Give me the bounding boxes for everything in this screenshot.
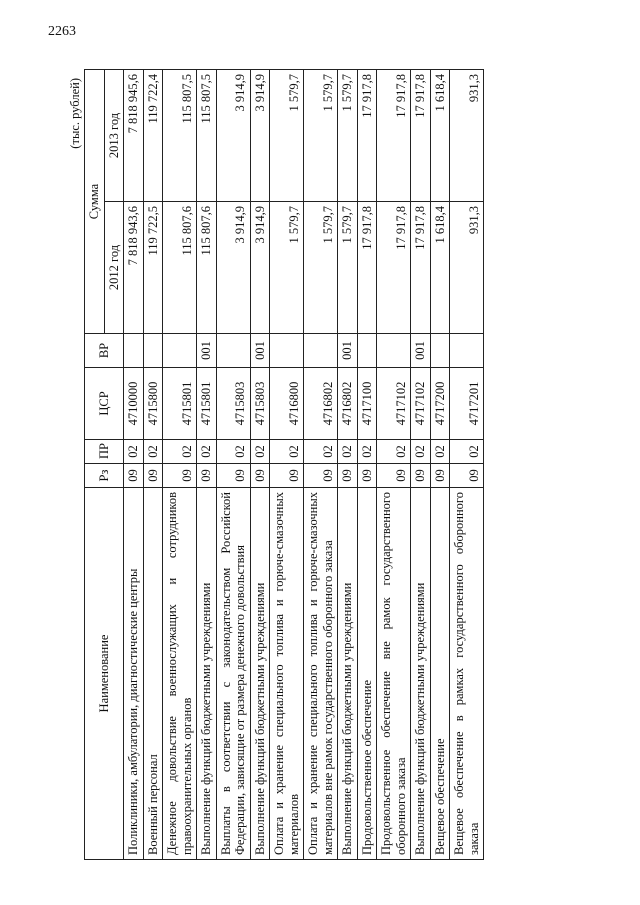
page-number: 2263 [48, 24, 76, 39]
header-rz: Рз [85, 464, 124, 488]
header-2013: 2013 год [104, 70, 124, 202]
cell-rz: 09 [430, 464, 450, 488]
header-row [85, 70, 105, 860]
cell-csr: 4717201 [450, 368, 484, 440]
cell-rz: 09 [304, 464, 338, 488]
cell-pr: 02 [124, 440, 144, 464]
cell-vr [357, 334, 377, 368]
cell-csr: 4717102 [411, 368, 431, 440]
cell-pr: 02 [338, 440, 358, 464]
header-sum: Сумма [85, 70, 105, 334]
table-row [357, 70, 377, 860]
cell-y2013: 17 917,8 [377, 70, 411, 202]
cell-vr [450, 334, 484, 368]
cell-vr [124, 334, 144, 368]
header-vr: ВР [85, 334, 124, 368]
cell-name: Выполнение функций бюджетными учреждениями [250, 488, 270, 860]
cell-vr [143, 334, 163, 368]
units-note: (тыс. рублей) [68, 78, 82, 149]
cell-rz: 09 [124, 464, 144, 488]
table-row [270, 70, 304, 860]
cell-y2012: 3 914,9 [250, 202, 270, 334]
cell-pr: 02 [450, 440, 484, 464]
header-name: Наименование [85, 488, 124, 860]
table-row [124, 70, 144, 860]
cell-y2013: 115 807,5 [197, 70, 217, 202]
cell-y2012: 3 914,9 [216, 202, 250, 334]
cell-csr: 4717200 [430, 368, 450, 440]
cell-name: Выплаты в соответствии с законодательством Российской Федерации, зависящие от размера денежного довольствия [216, 488, 250, 860]
cell-pr: 02 [377, 440, 411, 464]
cell-csr: 4717100 [357, 368, 377, 440]
cell-pr: 02 [216, 440, 250, 464]
cell-csr: 4715803 [216, 368, 250, 440]
table-body [124, 70, 484, 860]
cell-name: Поликлиники, амбулатории, диагностические центры [124, 488, 144, 860]
table-row [450, 70, 484, 860]
cell-pr: 02 [163, 440, 197, 464]
rotated-page [40, 24, 640, 860]
table-row [216, 70, 250, 860]
table-row [163, 70, 197, 860]
cell-pr: 02 [143, 440, 163, 464]
cell-y2012: 1 579,7 [338, 202, 358, 334]
cell-name: Выполнение функций бюджетными учреждениями [411, 488, 431, 860]
cell-rz: 09 [338, 464, 358, 488]
cell-vr [270, 334, 304, 368]
cell-vr: 001 [411, 334, 431, 368]
cell-pr: 02 [430, 440, 450, 464]
cell-pr: 02 [411, 440, 431, 464]
cell-y2013: 931,3 [450, 70, 484, 202]
cell-name: Продовольственное обеспечение вне рамок государственного оборонного заказа [377, 488, 411, 860]
cell-y2012: 1 618,4 [430, 202, 450, 334]
cell-y2013: 1 579,7 [338, 70, 358, 202]
table-row [304, 70, 338, 860]
cell-name: Выполнение функций бюджетными учреждениями [338, 488, 358, 860]
table-row [338, 70, 358, 860]
cell-name: Выполнение функций бюджетными учреждениями [197, 488, 217, 860]
table-row [250, 70, 270, 860]
cell-name: Денежное довольствие военнослужащих и сотрудников правоохранительных органов [163, 488, 197, 860]
cell-name: Оплата и хранение специального топлива и горюче-смазочных материалов [270, 488, 304, 860]
cell-vr [304, 334, 338, 368]
cell-pr: 02 [357, 440, 377, 464]
cell-y2013: 3 914,9 [216, 70, 250, 202]
cell-pr: 02 [197, 440, 217, 464]
cell-vr [430, 334, 450, 368]
header-pr: ПР [85, 440, 124, 464]
cell-rz: 09 [377, 464, 411, 488]
cell-rz: 09 [411, 464, 431, 488]
cell-vr: 001 [197, 334, 217, 368]
cell-vr: 001 [338, 334, 358, 368]
cell-y2012: 17 917,8 [357, 202, 377, 334]
cell-pr: 02 [304, 440, 338, 464]
table-row [377, 70, 411, 860]
cell-y2013: 7 818 945,6 [124, 70, 144, 202]
table-row [411, 70, 431, 860]
cell-name: Оплата и хранение специального топлива и горюче-смазочных материалов вне рамок государственного оборонного заказа [304, 488, 338, 860]
cell-y2013: 3 914,9 [250, 70, 270, 202]
cell-name: Военный персонал [143, 488, 163, 860]
cell-vr [377, 334, 411, 368]
cell-rz: 09 [163, 464, 197, 488]
cell-y2012: 931,3 [450, 202, 484, 334]
cell-y2013: 1 618,4 [430, 70, 450, 202]
cell-y2012: 17 917,8 [411, 202, 431, 334]
cell-y2013: 1 579,7 [304, 70, 338, 202]
budget-table [84, 69, 484, 860]
table-row [430, 70, 450, 860]
cell-y2012: 17 917,8 [377, 202, 411, 334]
table-row [143, 70, 163, 860]
cell-name: Продовольственное обеспечение [357, 488, 377, 860]
cell-y2013: 17 917,8 [357, 70, 377, 202]
cell-y2013: 1 579,7 [270, 70, 304, 202]
cell-y2013: 115 807,5 [163, 70, 197, 202]
cell-vr: 001 [250, 334, 270, 368]
cell-y2012: 1 579,7 [270, 202, 304, 334]
cell-csr: 4715801 [163, 368, 197, 440]
cell-csr: 4716802 [304, 368, 338, 440]
cell-rz: 09 [143, 464, 163, 488]
header-2012: 2012 год [104, 202, 124, 334]
cell-y2013: 119 722,4 [143, 70, 163, 202]
cell-rz: 09 [270, 464, 304, 488]
cell-csr: 4710000 [124, 368, 144, 440]
cell-csr: 4716802 [338, 368, 358, 440]
cell-rz: 09 [250, 464, 270, 488]
cell-csr: 4715803 [250, 368, 270, 440]
cell-csr: 4716800 [270, 368, 304, 440]
cell-y2012: 115 807,6 [163, 202, 197, 334]
cell-csr: 4717102 [377, 368, 411, 440]
cell-y2012: 115 807,6 [197, 202, 217, 334]
cell-rz: 09 [357, 464, 377, 488]
cell-vr [163, 334, 197, 368]
cell-y2012: 1 579,7 [304, 202, 338, 334]
header-csr: ЦСР [85, 368, 124, 440]
cell-y2012: 7 818 943,6 [124, 202, 144, 334]
cell-name: Вещевое обеспечение [430, 488, 450, 860]
cell-csr: 4715801 [197, 368, 217, 440]
cell-pr: 02 [270, 440, 304, 464]
cell-rz: 09 [197, 464, 217, 488]
cell-rz: 09 [450, 464, 484, 488]
cell-csr: 4715800 [143, 368, 163, 440]
table-row [197, 70, 217, 860]
cell-pr: 02 [250, 440, 270, 464]
cell-rz: 09 [216, 464, 250, 488]
cell-y2012: 119 722,5 [143, 202, 163, 334]
cell-name: Вещевое обеспечение в рамках государственного оборонного заказа [450, 488, 484, 860]
cell-vr [216, 334, 250, 368]
cell-y2013: 17 917,8 [411, 70, 431, 202]
